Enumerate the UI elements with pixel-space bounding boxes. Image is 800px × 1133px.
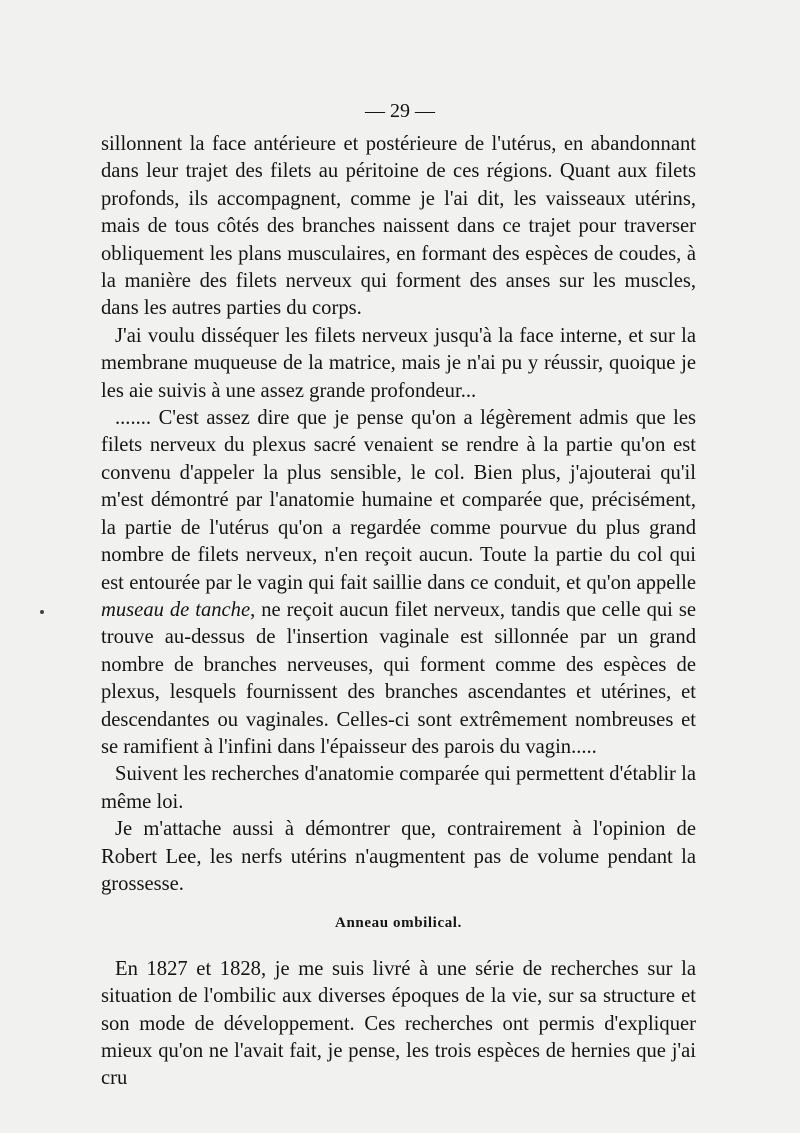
section-heading: Anneau ombilical. bbox=[335, 915, 462, 932]
paragraph-2: J'ai voulu disséquer les filets nerveux jusqu'à la face interne, et sur la membrane muqueuse de la matrice, mais je n'ai pu y réussir, quoique je les aie suivis à une assez grande profondeur... bbox=[101, 324, 696, 402]
body-text bbox=[101, 131, 696, 1093]
page-number: — 29 — bbox=[365, 100, 435, 122]
paragraph-3-tail: , ne reçoit aucun filet nerveux, tandis que celle qui se trouve au-dessus de l'insertion vaginale est sillonnée par un grand nombre de branches nerveuses, qui forment comme des espèces de plexus, lesquels fournissent des branches ascendantes et utérines, et descendantes ou vaginales. Celles-ci sont extrêmement nombreuses et se ramifient à l'infini dans l'épaisseur des parois du vagin..... bbox=[101, 598, 696, 758]
paragraph-3-text: ....... C'est assez dire que je pense qu'on a légèrement admis que les filets nerveux du plexus sacré venaient se rendre à la partie qu'on est convenu d'appeler la plus sensible, le col. Bien plus, j'ajouterai qu'il m'est démontré par l'anatomie humaine et comparée que, précisément, la partie de l'utérus qu'on a regardée comme pourvue du plus grand nombre de filets nerveux, n'en reçoit aucun. Toute la partie du col qui est entourée par le vagin qui fait saillie dans ce conduit, et qu'on appelle bbox=[101, 407, 696, 594]
margin-mark bbox=[40, 610, 44, 614]
paragraph-4: Suivent les recherches d'anatomie comparée qui permettent d'établir la même loi. bbox=[101, 763, 696, 813]
paragraph-5: Je m'attache aussi à démontrer que, contrairement à l'opinion de Robert Lee, les nerfs utérins n'augmentent pas de volume pendant la grossesse. bbox=[101, 818, 696, 895]
paragraph-3 bbox=[101, 405, 696, 761]
italic-term: museau de tanche bbox=[101, 598, 251, 621]
paragraph-6: En 1827 et 1828, je me suis livré à une série de recherches sur la situation de l'ombilic aux diverses époques de la vie, sur sa structure et son mode de développement. Ces recherches ont permis d'expliquer mieux qu'on ne l'avait fait, je pense, les trois espèces de hernies que j'ai cru bbox=[101, 957, 696, 1090]
paragraph-1: sillonnent la face antérieure et postérieure de l'utérus, en abandonnant dans leur trajet des filets au péritoine de ces régions. Quant aux filets profonds, ils accompagnent, comme je l'ai dit, les vaisseaux utérins, mais de tous côtés des branches naissent dans ce trajet pour traverser obliquement les plans musculaires, en formant des espèces de coudes, à la manière des filets nerveux qui forment des anses sur les muscles, dans les autres parties du corps. bbox=[101, 133, 696, 320]
